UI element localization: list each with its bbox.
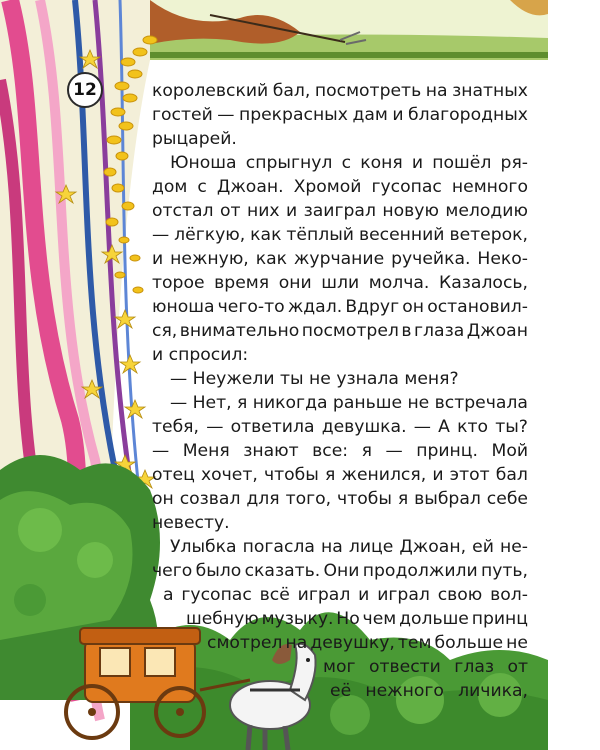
text-line: и нежную, как журчание ручейка. Неко- bbox=[152, 249, 528, 269]
text-line: королевский бал, посмотреть на знатных bbox=[152, 81, 528, 101]
text-line: а гусопас всё играл и играл свою вол- bbox=[163, 585, 528, 605]
text-line: тебя, — ответила девушка. — А кто ты? bbox=[152, 417, 528, 437]
text-line: чего было сказать. Они продолжили путь, bbox=[152, 561, 528, 581]
text-line: мог отвести глаз от bbox=[323, 657, 528, 677]
text-line: её нежного личика, bbox=[330, 681, 528, 701]
text-line: отстал от них и заиграл новую мелодию bbox=[152, 201, 528, 221]
text-line: и спросил: bbox=[152, 345, 249, 365]
text-line: ся, внимательно посмотрел в глаза Джоан bbox=[152, 321, 528, 341]
text-line: невесту. bbox=[152, 513, 230, 533]
text-line: — Нет, я никогда раньше не встречала bbox=[170, 393, 528, 413]
text-line: Улыбка погасла на лице Джоан, ей не- bbox=[170, 537, 528, 557]
text-line: он созвал для того, чтобы я выбрал себе bbox=[152, 489, 528, 509]
page-number: 12 bbox=[67, 72, 103, 108]
text-line: Юноша спрыгнул с коня и пошёл ря- bbox=[170, 153, 528, 173]
text-line: шебную музыку. Но чем дольше принц bbox=[186, 609, 528, 629]
text-line: дом с Джоан. Хромой гусопас немного bbox=[152, 177, 528, 197]
text-line: юноша чего-то ждал. Вдруг он остановил- bbox=[152, 297, 528, 317]
text-line: отец хочет, чтобы я женился, и этот бал bbox=[152, 465, 528, 485]
text-line: — лёгкую, как тёплый весенний ветерок, bbox=[152, 225, 528, 245]
text-line: смотрел на девушку, тем больше не bbox=[207, 633, 528, 653]
text-line: — Меня знают все: я — принц. Мой bbox=[152, 441, 528, 461]
text-line: — Неужели ты не узнала меня? bbox=[170, 369, 459, 389]
text-line: рыцарей. bbox=[152, 129, 237, 149]
text-line: торое время они шли молча. Казалось, bbox=[152, 273, 528, 293]
text-line: гостей — прекрасных дам и благородных bbox=[152, 105, 528, 125]
